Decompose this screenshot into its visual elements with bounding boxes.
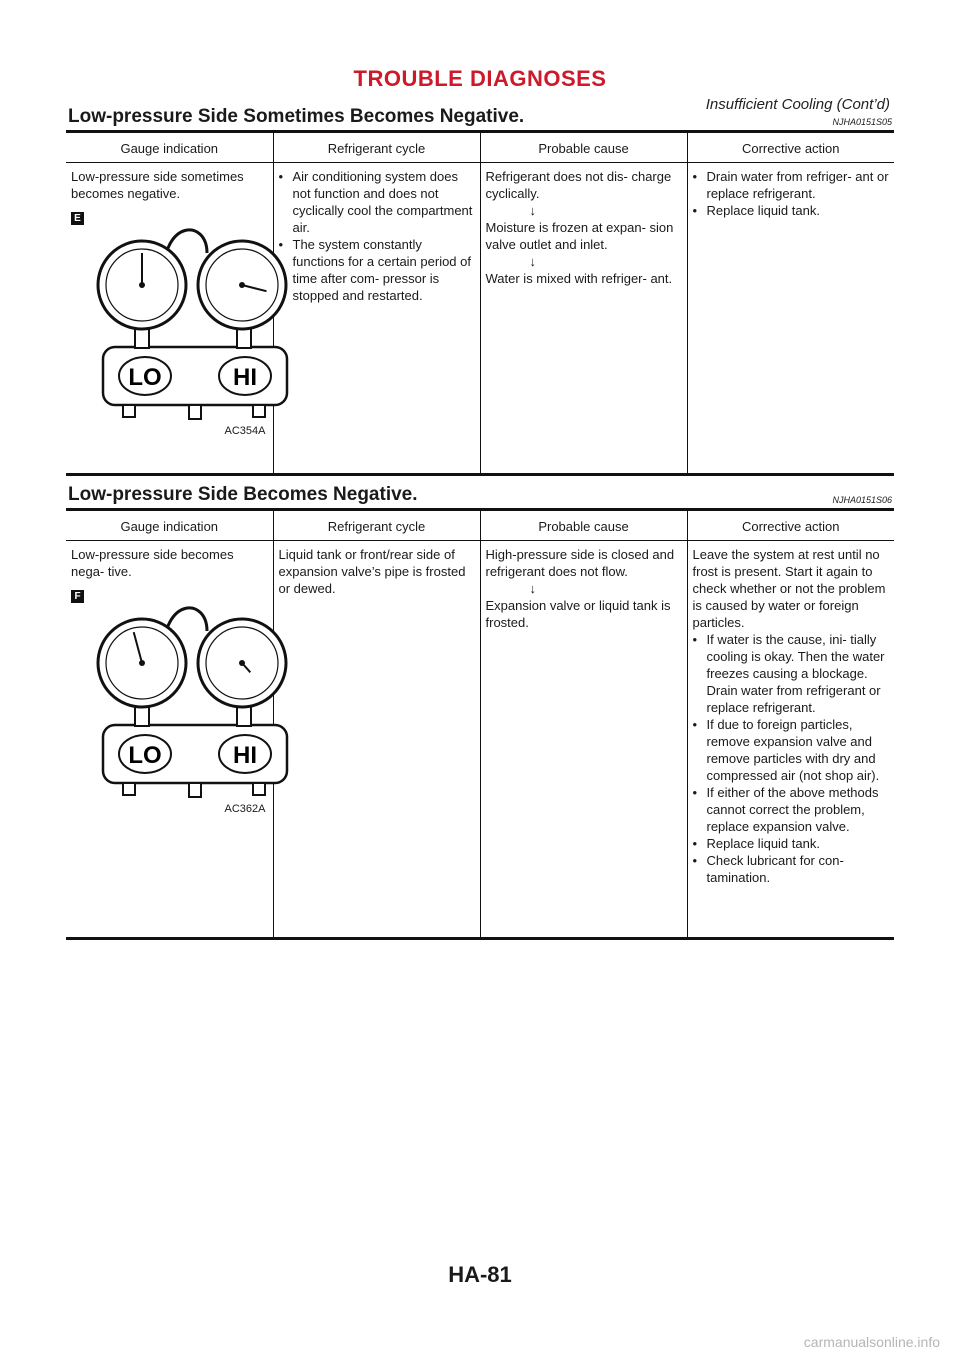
category-badge: F xyxy=(71,590,84,603)
list-item xyxy=(693,852,890,886)
col-header: Refrigerant cycle xyxy=(273,133,480,163)
col-header: Probable cause xyxy=(480,133,687,163)
list-item-text: The system constantly functions for a certain period of time after com- pressor is stopped and restarted. xyxy=(292,237,471,303)
gauge-cell xyxy=(66,163,273,475)
section-code: NJHA0151S05 xyxy=(832,117,892,127)
cause-line: Expansion valve or liquid tank is frosted. xyxy=(485,598,671,630)
down-arrow-icon: ↓ xyxy=(529,581,536,596)
list-item xyxy=(693,835,890,852)
table-header-row xyxy=(66,511,894,541)
list-item-text: Replace liquid tank. xyxy=(706,203,820,218)
list-item-text: Check lubricant for con- tamination. xyxy=(706,853,844,885)
list-item-text: If either of the above methods cannot correct the problem, replace expansion valve. xyxy=(706,785,879,834)
table-header-row xyxy=(66,133,894,163)
bullet: • xyxy=(278,237,284,252)
page-title: TROUBLE DIAGNOSES xyxy=(353,66,607,91)
down-arrow-icon: ↓ xyxy=(529,254,536,269)
figure-id: AC362A xyxy=(224,803,266,815)
lo-gauge-icon xyxy=(98,619,186,707)
list-item xyxy=(693,716,890,784)
gauge-illustration xyxy=(95,225,295,425)
page-number: HA-81 xyxy=(448,1262,512,1287)
cause-line: Moisture is frozen at expan- sion valve outlet and inlet. xyxy=(485,220,674,252)
cycle-cell xyxy=(273,541,480,939)
col-header: Corrective action xyxy=(687,511,894,541)
section-title: Low-pressure Side Becomes Negative. xyxy=(68,484,418,505)
col-header: Gauge indication xyxy=(66,511,273,541)
watermark: carmanualsonline.info xyxy=(803,1334,940,1350)
section-heading xyxy=(66,100,894,133)
list-item xyxy=(693,784,890,835)
list-item xyxy=(693,168,890,202)
cause-line: Water is mixed with refriger- ant. xyxy=(485,271,673,286)
action-cell xyxy=(687,163,894,475)
list-item-text: Replace liquid tank. xyxy=(706,836,820,851)
bullet: • xyxy=(692,632,698,647)
list-item xyxy=(279,236,475,304)
gauge-illustration xyxy=(95,603,295,803)
action-cell xyxy=(687,541,894,939)
list-item-text: If water is the cause, ini- tially cooling is okay. Then the water freezes causing a blockage. Drain water from refrigerant or replace refrigerant. xyxy=(706,632,885,715)
cycle-text: Liquid tank or front/rear side of expansion valve’s pipe is frosted or dewed. xyxy=(278,547,466,596)
lo-gauge-icon xyxy=(98,241,186,329)
gauge-text: Low-pressure side sometimes becomes negative. xyxy=(71,169,244,201)
hi-label: HI xyxy=(233,742,257,769)
list-item xyxy=(693,202,890,219)
bullet: • xyxy=(692,836,698,851)
table-row xyxy=(66,541,894,939)
cause-line: Refrigerant does not dis- charge cyclically. xyxy=(485,169,672,201)
hi-gauge-icon xyxy=(198,241,286,329)
section-1 xyxy=(66,100,894,476)
figure-id: AC354A xyxy=(224,425,266,437)
table-row xyxy=(66,163,894,475)
col-header: Refrigerant cycle xyxy=(273,511,480,541)
down-arrow-icon: ↓ xyxy=(529,203,536,218)
hi-gauge-icon xyxy=(198,619,286,707)
col-header: Probable cause xyxy=(480,511,687,541)
cause-line: High-pressure side is closed and refrigerant does not flow. xyxy=(485,547,675,579)
list-item xyxy=(279,168,475,236)
bullet: • xyxy=(692,717,698,732)
bullet: • xyxy=(692,169,698,184)
cycle-cell xyxy=(273,163,480,475)
section-heading xyxy=(66,478,894,511)
col-header: Gauge indication xyxy=(66,133,273,163)
list-item-text: If due to foreign particles, remove expansion valve and remove particles with dry and compressed air (not shop air). xyxy=(706,717,880,783)
cause-cell xyxy=(480,163,687,475)
hi-label: HI xyxy=(233,364,257,391)
list-item-text: Air conditioning system does not function and does not cyclically cool the compartment air. xyxy=(292,169,473,235)
section-2 xyxy=(66,478,894,940)
gauge-cell xyxy=(66,541,273,939)
list-item xyxy=(693,631,890,716)
category-badge: E xyxy=(71,212,84,225)
lo-label: LO xyxy=(128,364,162,391)
diagnosis-table xyxy=(66,133,894,476)
cause-cell xyxy=(480,541,687,939)
action-intro: Leave the system at rest until no frost is present. Start it again to check whether or not the problem is caused by water or foreign particles. xyxy=(692,547,886,630)
list-item-text: Drain water from refriger- ant or replace refrigerant. xyxy=(706,169,889,201)
section-title: Low-pressure Side Sometimes Becomes Negative. xyxy=(68,106,525,127)
lo-label: LO xyxy=(128,742,162,769)
bullet: • xyxy=(692,203,698,218)
col-header: Corrective action xyxy=(687,133,894,163)
gauge-text: Low-pressure side becomes nega- tive. xyxy=(71,547,234,579)
diagnosis-table xyxy=(66,511,894,940)
bullet: • xyxy=(692,853,698,868)
page-subtitle: Insufficient Cooling (Cont’d) xyxy=(705,96,890,113)
section-code: NJHA0151S06 xyxy=(832,495,892,505)
bullet: • xyxy=(692,785,698,800)
bullet: • xyxy=(278,169,284,184)
